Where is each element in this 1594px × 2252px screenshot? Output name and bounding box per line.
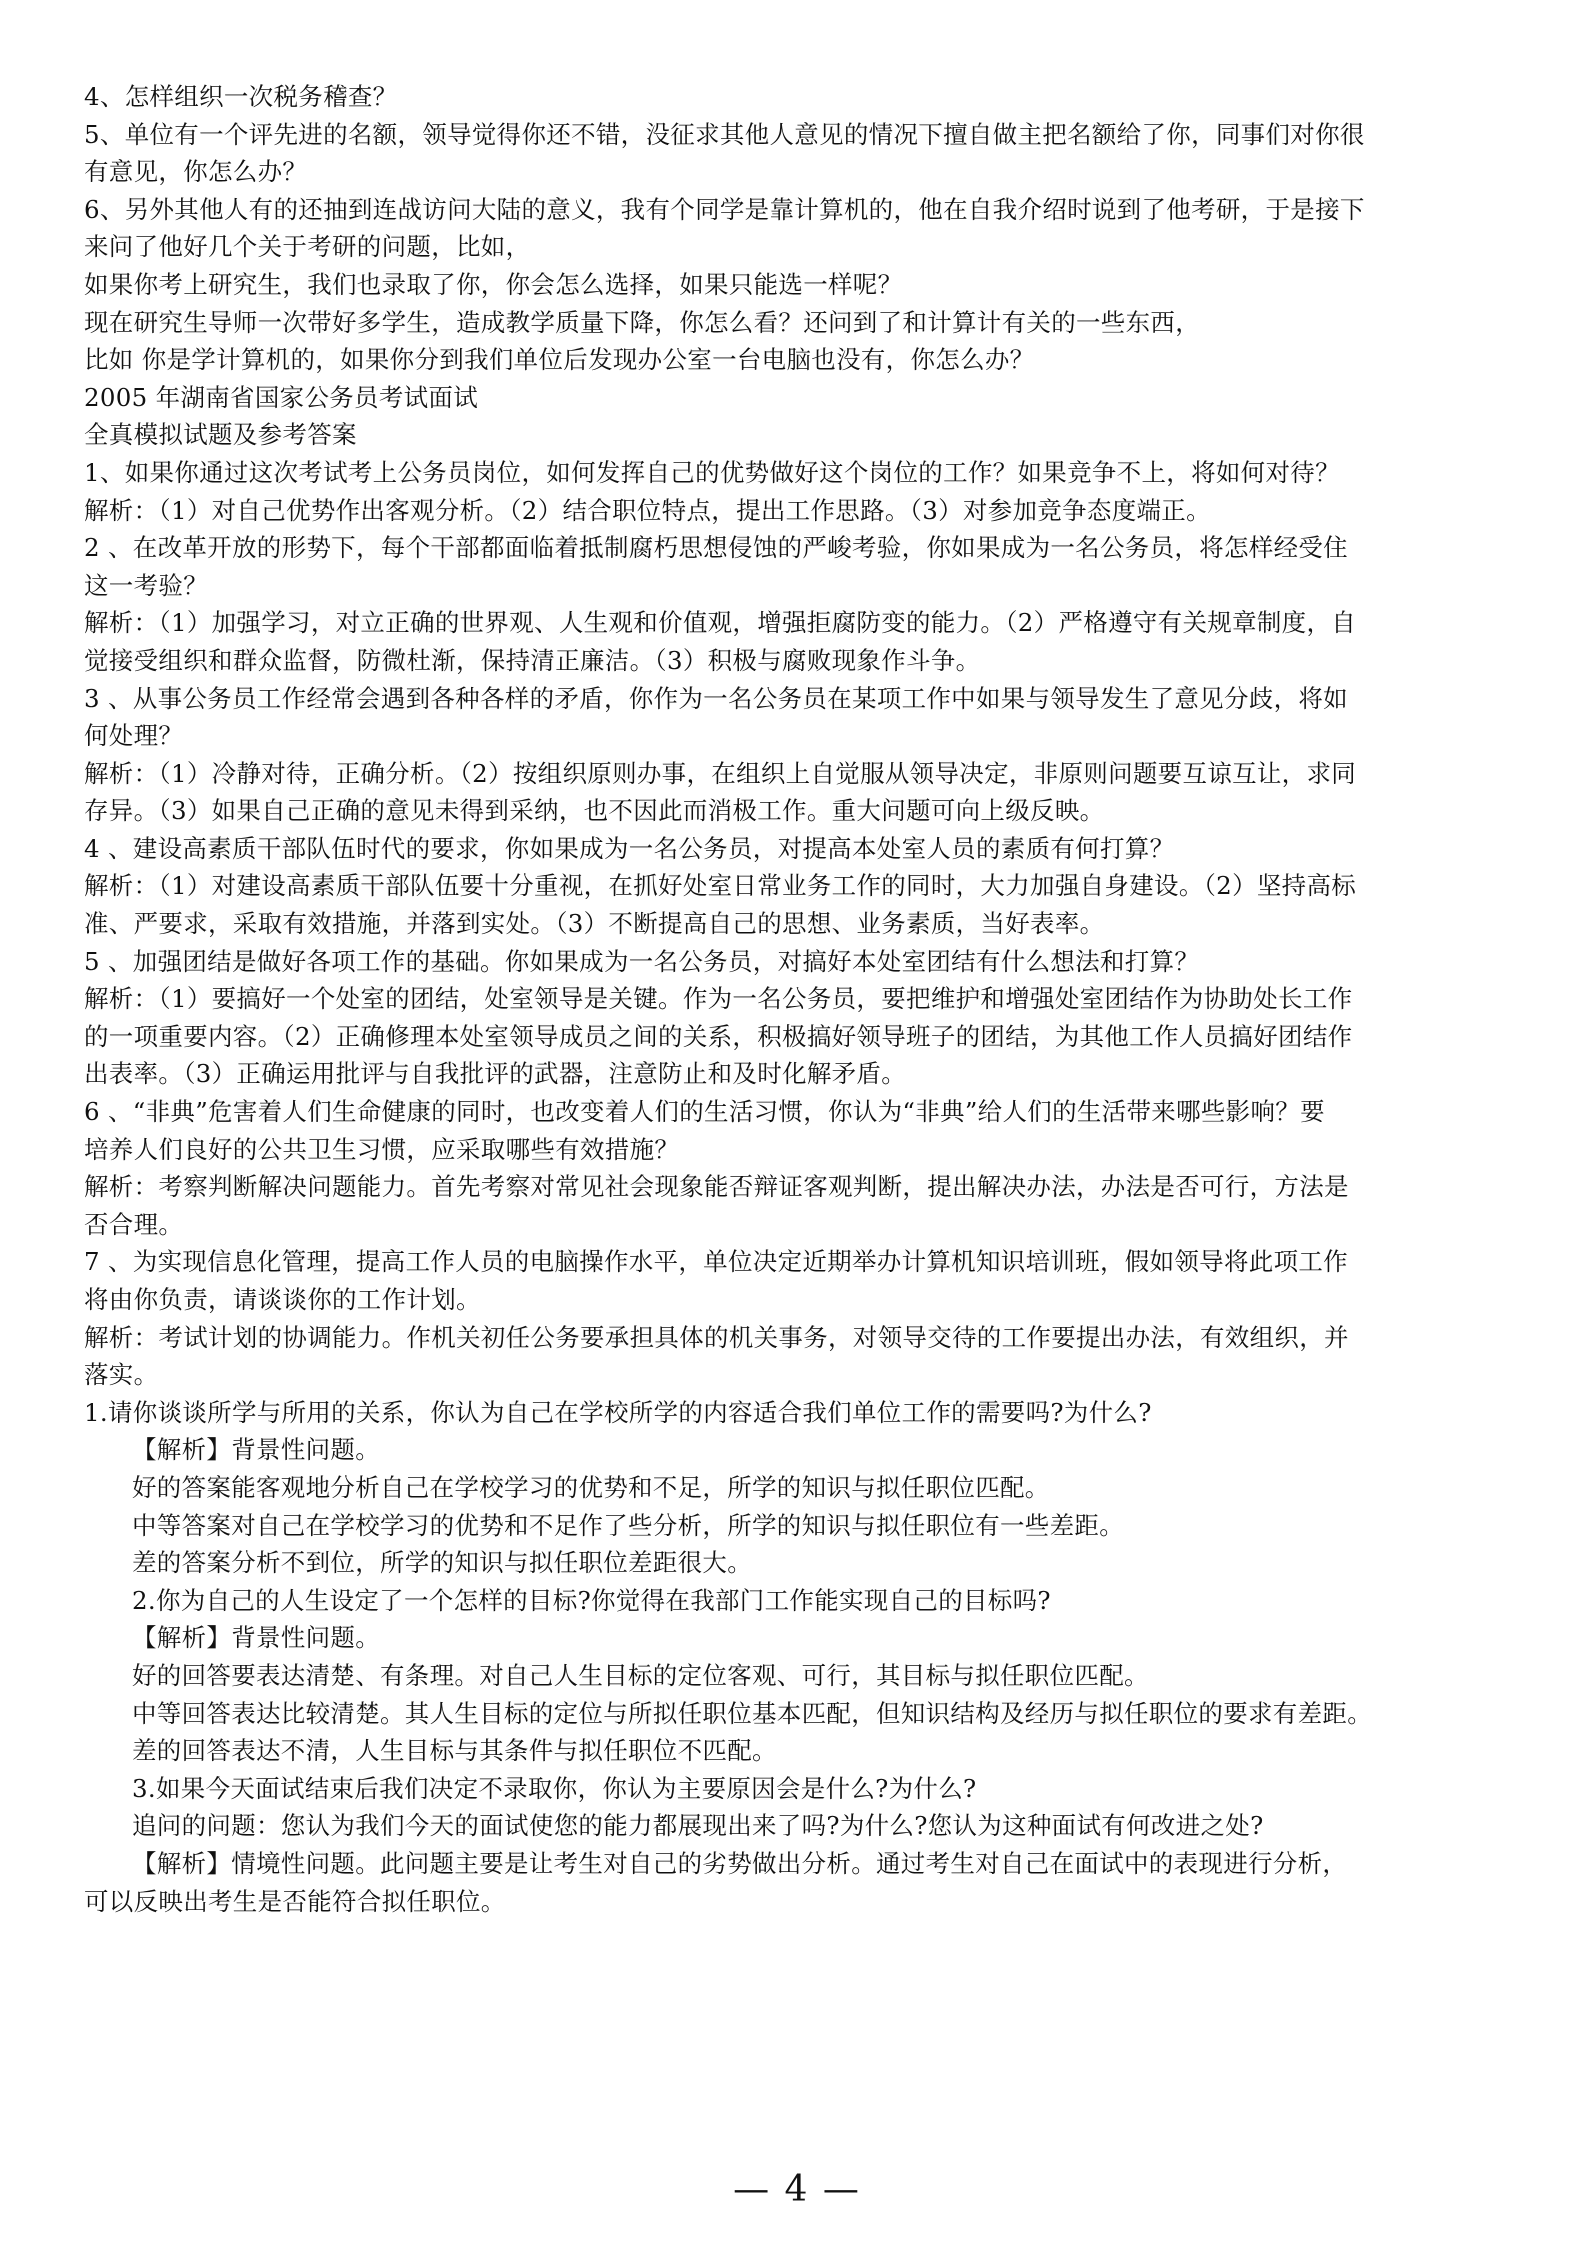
text-line: 2 、在改革开放的形势下，每个干部都面临着抵制腐朽思想侵蚀的严峻考验，你如果成为一名公务员，将怎样经受住 [84, 533, 1348, 563]
text-line: 5 、加强团结是做好各项工作的基础。你如果成为一名公务员，对搞好本处室团结有什么想法和打算？ [84, 946, 1200, 976]
text-line: 【解析】情境性问题。此问题主要是让考生对自己的劣势做出分析。通过考生对自己在面试中的表现进行分析， [132, 1848, 1348, 1878]
text-line: 中等回答表达比较清楚。其人生目标的定位与所拟任职位基本匹配，但知识结构及经历与拟任职位的要求有差距。 [132, 1698, 1372, 1728]
text-line: 将由你负责，请谈谈你的工作计划。 [84, 1285, 481, 1314]
text-line: 解析：考试计划的协调能力。作机关初任公务要承担具体的机关事务，对领导交待的工作要提出办法，有效组织，并 [84, 1322, 1349, 1352]
text-line: 解析：考察判断解决问题能力。首先考察对常见社会现象能否辩证客观判断，提出解决办法，办法是否可行，方法是 [84, 1172, 1349, 1202]
text-line: 这一考验？ [84, 570, 208, 600]
text-line: 现在研究生导师一次带好多学生，造成教学质量下降，你怎么看？还问到了和计算计有关的一些东西， [84, 307, 1200, 337]
text-line: 比如 你是学计算机的，如果你分到我们单位后发现办公室一台电脑也没有，你怎么办？ [84, 345, 1035, 375]
text-line: 解析：（1）要搞好一个处室的团结，处室领导是关键。作为一名公务员，要把维护和增强处室团结作为协助处长工作 [84, 984, 1353, 1014]
text-line: 否合理。 [84, 1209, 184, 1239]
text-line: 6、另外其他人有的还抽到连战访问大陆的意义，我有个同学是靠计算机的，他在自我介绍时说到了他考研，于是接下 [84, 194, 1365, 224]
text-line: 6 、“非典”危害着人们生命健康的同时，也改变着人们的生活习惯，你认为“非典”给人们的生活带来哪些影响？要 [84, 1097, 1325, 1127]
text-line: 解析：（1）对自己优势作出客观分析。（2）结合职位特点，提出工作思路。（3）对参加竞争态度端正。 [84, 495, 1211, 525]
text-line: 4 、建设高素质干部队伍时代的要求，你如果成为一名公务员，对提高本处室人员的素质有何打算？ [84, 833, 1175, 863]
text-line: 出表率。（3）正确运用批评与自我批评的武器，注意防止和及时化解矛盾。 [84, 1059, 907, 1089]
text-line: 全真模拟试题及参考答案 [84, 420, 357, 450]
text-line: 存异。（3）如果自己正确的意见未得到采纳，也不因此而消极工作。重大问题可向上级反映。 [84, 796, 1105, 826]
text-line: 1.请你谈谈所学与所用的关系，你认为自己在学校所学的内容适合我们单位工作的需要吗?为什么? [84, 1397, 1152, 1427]
text-line: 【解析】背景性问题。 [132, 1435, 380, 1465]
text-line: 准、严要求，采取有效措施，并落到实处。（3）不断提高自己的思想、业务素质，当好表率。 [84, 909, 1105, 939]
text-line: 解析：（1）冷静对待，正确分析。（2）按组织原则办事，在组织上自觉服从领导决定，非原则问题要互谅互让，求同 [84, 758, 1357, 788]
text-line: 如果你考上研究生，我们也录取了你，你会怎么选择，如果只能选一样呢？ [84, 269, 903, 299]
text-line: 好的答案能客观地分析自己在学校学习的优势和不足，所学的知识与拟任职位匹配。 [132, 1472, 1050, 1502]
text-line: 3 、从事公务员工作经常会遇到各种各样的矛盾，你作为一名公务员在某项工作中如果与领导发生了意见分歧，将如 [84, 683, 1348, 713]
text-line: 来问了他好几个关于考研的问题，比如， [84, 232, 531, 262]
text-line: 落实。 [84, 1360, 159, 1390]
text-line: 中等答案对自己在学校学习的优势和不足作了些分析，所学的知识与拟任职位有一些差距。 [132, 1510, 1124, 1540]
page-number: — 4 — [733, 2169, 861, 2210]
text-line: 1、如果你通过这次考试考上公务员岗位，如何发挥自己的优势做好这个岗位的工作？如果竞争不上，将如何对待？ [84, 457, 1340, 487]
text-line: 5、单位有一个评先进的名额，领导觉得你还不错，没征求其他人意见的情况下擅自做主把名额给了你，同事们对你很 [84, 119, 1365, 149]
text-line: 的一项重要内容。（2）正确修理本处室领导成员之间的关系，积极搞好领导班子的团结，为其他工作人员搞好团结作 [84, 1021, 1353, 1051]
text-line: 培养人们良好的公共卫生习惯，应采取哪些有效措施？ [84, 1134, 680, 1164]
text-line: 7 、为实现信息化管理，提高工作人员的电脑操作水平，单位决定近期举办计算机知识培训班，假如领导将此项工作 [84, 1247, 1348, 1277]
text-line: 差的回答表达不清，人生目标与其条件与拟任职位不匹配。 [132, 1736, 777, 1766]
text-line: 差的答案分析不到位，所学的知识与拟任职位差距很大。 [132, 1548, 752, 1578]
text-line: 好的回答要表达清楚、有条理。对自己人生目标的定位客观、可行，其目标与拟任职位匹配。 [132, 1660, 1149, 1690]
text-line: 【解析】背景性问题。 [132, 1623, 380, 1653]
text-line: 2005 年湖南省国家公务员考试面试 [84, 382, 479, 412]
text-line: 解析：（1）加强学习，对立正确的世界观、人生观和价值观，增强拒腐防变的能力。（2）严格遵守有关规章制度，自 [84, 608, 1357, 638]
text-line: 2.你为自己的人生设定了一个怎样的目标?你觉得在我部门工作能实现自己的目标吗? [132, 1585, 1051, 1615]
text-line: 有意见，你怎么办？ [84, 157, 308, 187]
text-line: 4、怎样组织一次税务稽查？ [84, 82, 398, 111]
text-line: 解析：（1）对建设高素质干部队伍要十分重视，在抓好处室日常业务工作的同时，大力加强自身建设。（2）坚持高标 [84, 871, 1357, 901]
text-line: 3.如果今天面试结束后我们决定不录取你，你认为主要原因会是什么?为什么? [132, 1773, 977, 1803]
text-line: 何处理？ [84, 721, 184, 751]
text-line: 可以反映出考生是否能符合拟任职位。 [84, 1886, 506, 1916]
document-body [84, 78, 1514, 1920]
text-line: 觉接受组织和群众监督，防微杜渐，保持清正廉洁。（3）积极与腐败现象作斗争。 [84, 645, 981, 675]
text-line: 追问的问题：您认为我们今天的面试使您的能力都展现出来了吗?为什么?您认为这种面试有何改进之处? [132, 1811, 1264, 1841]
